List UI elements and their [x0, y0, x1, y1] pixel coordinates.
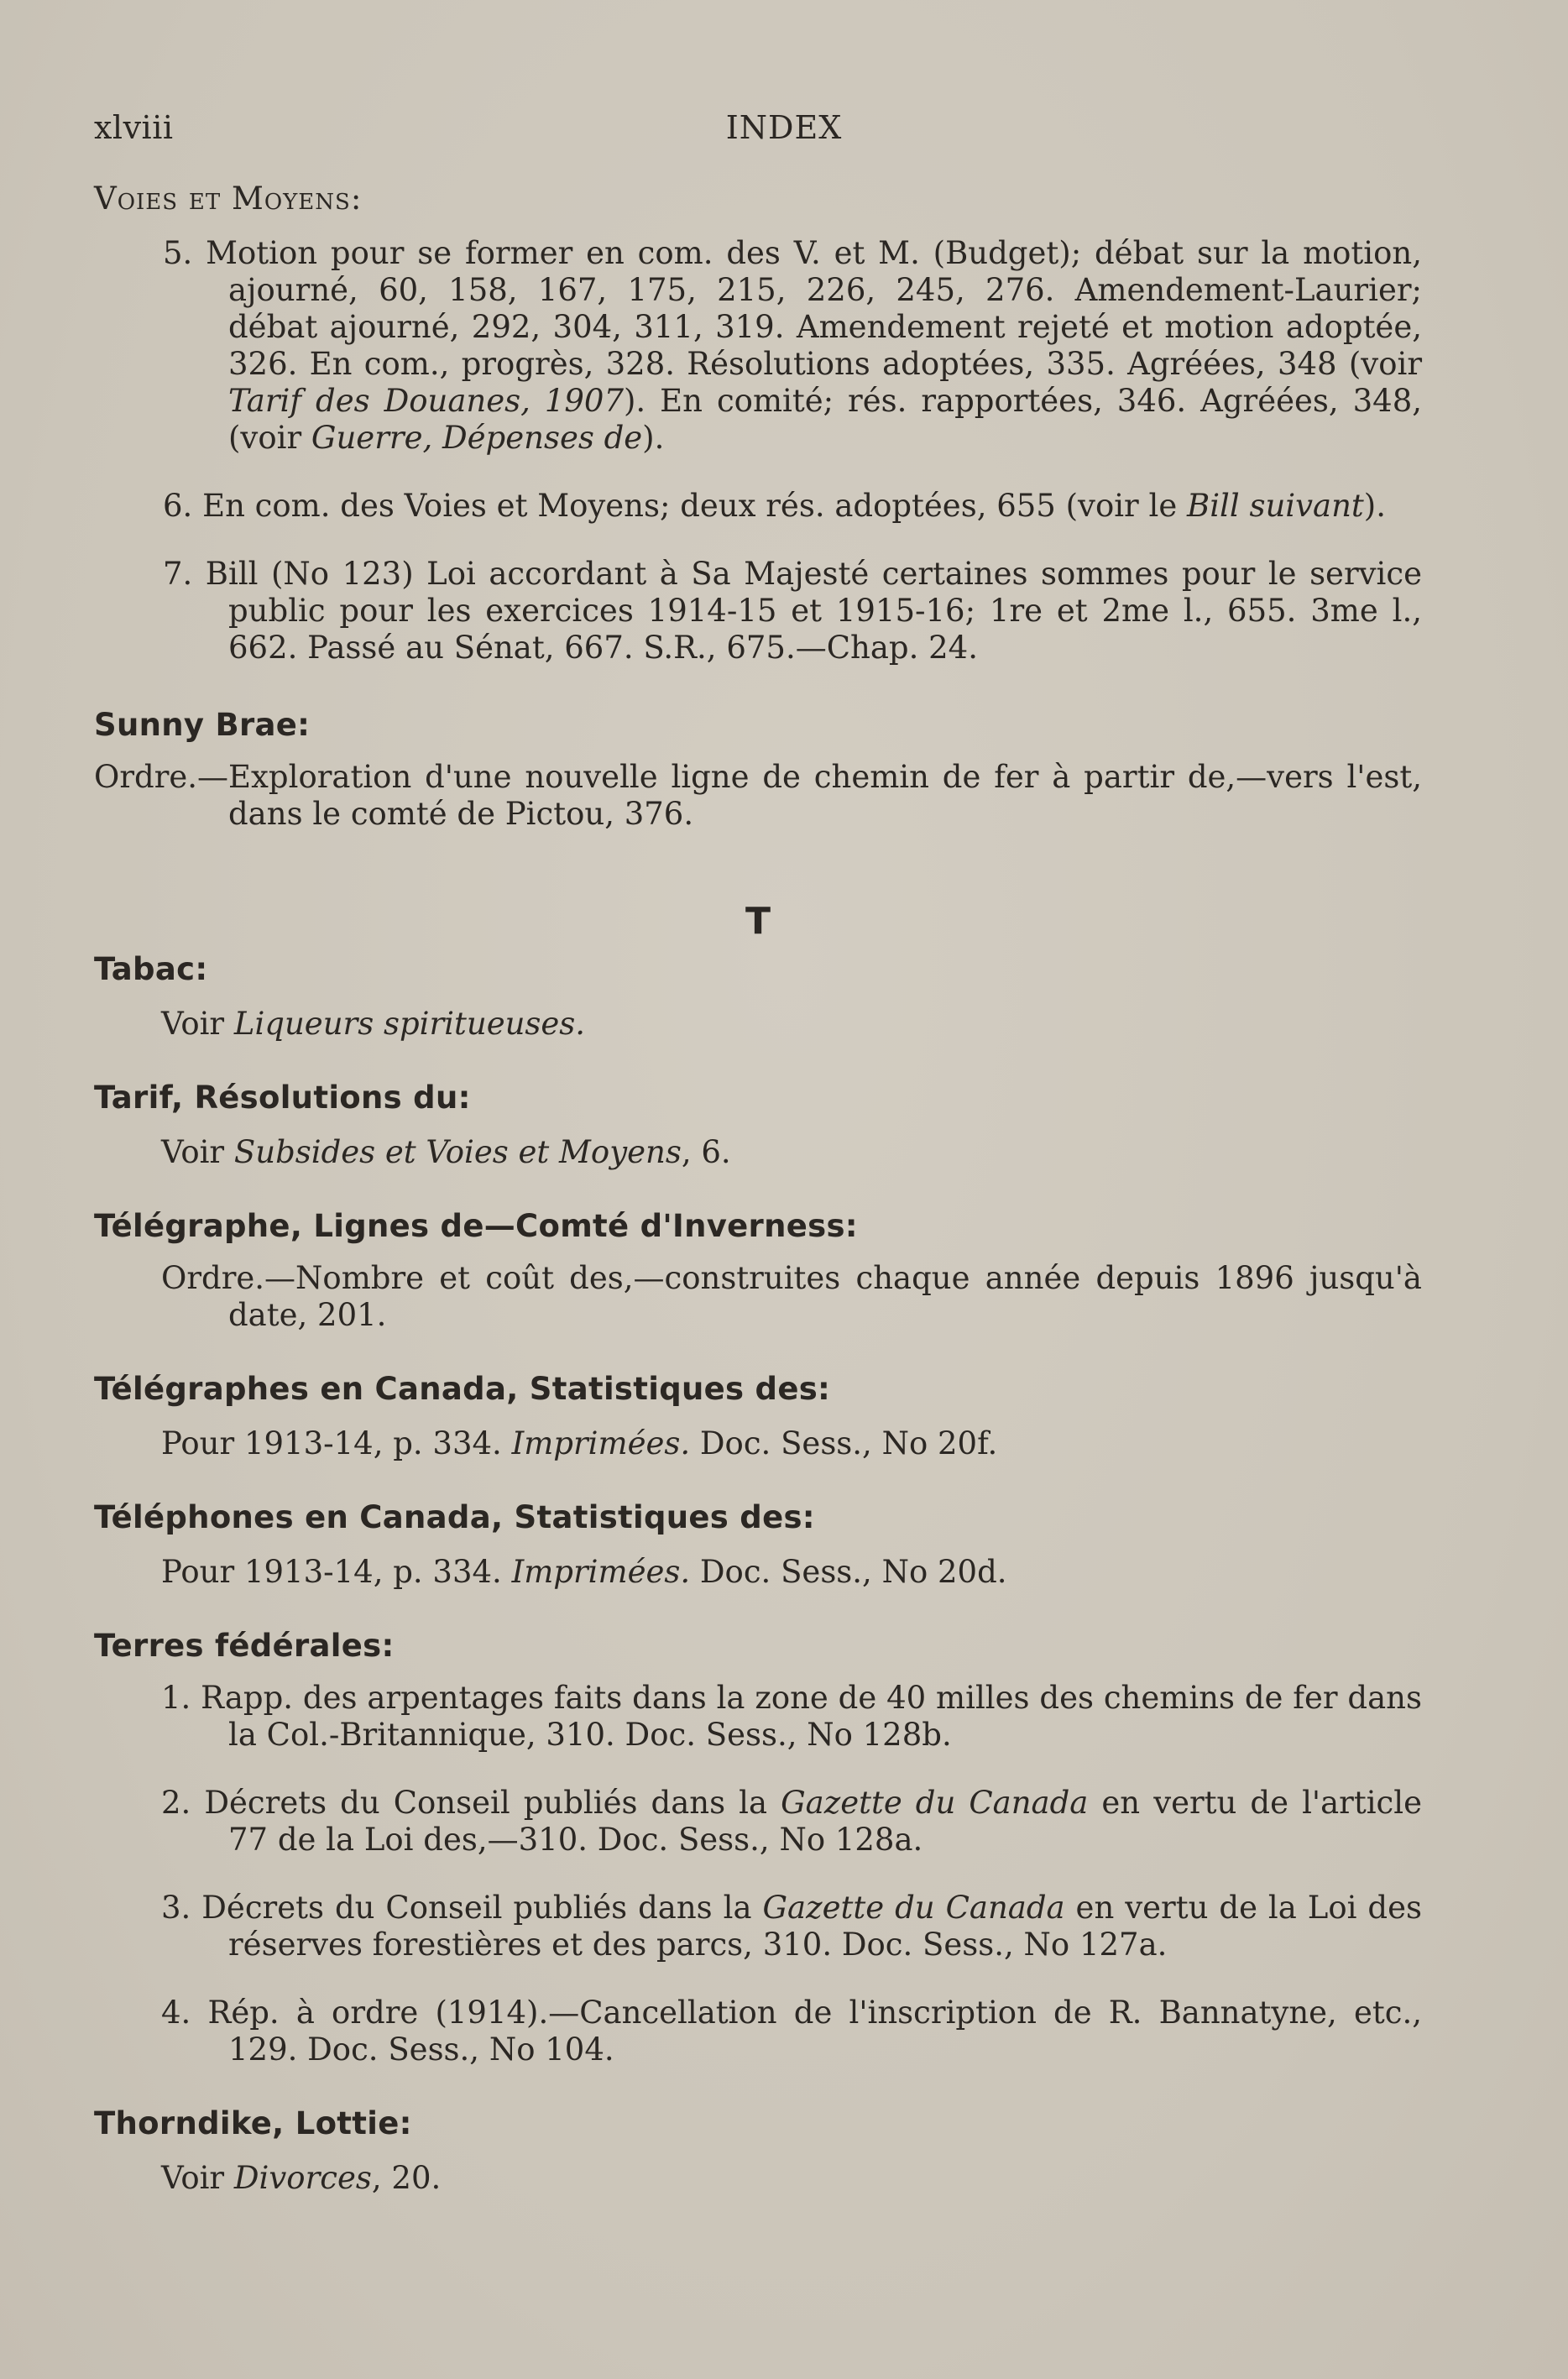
index-entry: Voir Liqueurs spiritueuses. [161, 1006, 586, 1042]
index-section-telegraphes-canada [94, 1371, 1422, 1462]
index-heading: Terres fédérales: [94, 1628, 395, 1664]
index-entry: 4. Rép. à ordre (1914).—Cancellation de l'inscription de R. Bannatyne, etc., 129. Doc. Sess., No 104. [161, 1995, 1422, 2068]
index-heading: Voies et Moyens: [94, 180, 363, 217]
index-section-terres-federales [94, 1628, 1422, 2068]
index-section-thorndike [94, 2105, 1422, 2197]
index-heading: Thorndike, Lottie: [94, 2105, 412, 2141]
index-entry: 1. Rapp. des arpentages faits dans la zone de 40 milles des chemins de fer dans la Col.-Britannique, 310. Doc. Sess., No 128b. [161, 1680, 1422, 1753]
index-heading: Télégraphes en Canada, Statistiques des: [94, 1371, 831, 1407]
index-entry: 2. Décrets du Conseil publiés dans la Gazette du Canada en vertu de l'article 77 de la Loi des,—310. Doc. Sess., No 128a. [161, 1785, 1422, 1858]
index-heading: Télégraphe, Lignes de—Comté d'Inverness: [94, 1208, 858, 1244]
index-heading: Tabac: [94, 951, 208, 987]
index-section-telegraphe-lignes [94, 1208, 1422, 1334]
index-entry: Pour 1913-14, p. 334. Imprimées. Doc. Sess., No 20d. [161, 1554, 1007, 1590]
index-section-telephones-canada [94, 1499, 1422, 1591]
running-head: INDEX [725, 109, 843, 146]
index-entry: Voir Divorces, 20. [161, 2160, 442, 2196]
index-entry: 6. En com. des Voies et Moyens; deux rés. adoptées, 655 (voir le Bill suivant). [163, 488, 1386, 524]
index-entry: Pour 1913-14, p. 334. Imprimées. Doc. Sess., No 20f. [161, 1425, 998, 1461]
index-entry: Ordre.—Exploration d'une nouvelle ligne de chemin de fer à partir de,—vers l'est, dans le comté de Pictou, 376. [94, 759, 1422, 832]
index-content [94, 180, 1422, 2228]
index-heading: Téléphones en Canada, Statistiques des: [94, 1499, 815, 1535]
index-entry: 5. Motion pour se former en com. des V. et M. (Budget); débat sur la motion, ajourné, 60, 158, 167, 175, 215, 226, 245, 276. Amendement-Laurier; débat ajourné, 292, 304, 311, 319. Amendement rejeté et motion adoptée, 326. En com., progrès, 328. Résolutions adoptées, 335. Agréées, 348 (voir Tarif des Douanes, 1907). En comité; rés. rapportées, 346. Agréées, 348, (voir Guerre, Dépenses de). [163, 235, 1422, 456]
index-entry: Voir Subsides et Voies et Moyens, 6. [161, 1134, 731, 1170]
index-entry: 3. Décrets du Conseil publiés dans la Gazette du Canada en vertu de la Loi des réserves forestières et des parcs, 310. Doc. Sess., No 127a. [161, 1890, 1423, 1963]
index-heading: Sunny Brae: [94, 707, 311, 743]
index-section-tarif [94, 1080, 1422, 1171]
index-heading: Tarif, Résolutions du: [94, 1080, 471, 1116]
index-section-tabac [94, 951, 1422, 1043]
index-section-voies-et-moyens [94, 180, 1422, 667]
page-number: xlviii [94, 109, 174, 146]
index-section-sunny-brae [94, 707, 1422, 833]
section-letter: T [745, 900, 771, 943]
index-entry: Ordre.—Nombre et coût des,—construites chaque année depuis 1896 jusqu'à date, 201. [161, 1260, 1422, 1333]
index-entry: 7. Bill (No 123) Loi accordant à Sa Majesté certaines sommes pour le service public pour les exercices 1914-15 et 1915-16; 1re et 2me l., 655. 3me l., 662. Passé au Sénat, 667. S.R., 675.—Chap. 24. [163, 556, 1422, 666]
